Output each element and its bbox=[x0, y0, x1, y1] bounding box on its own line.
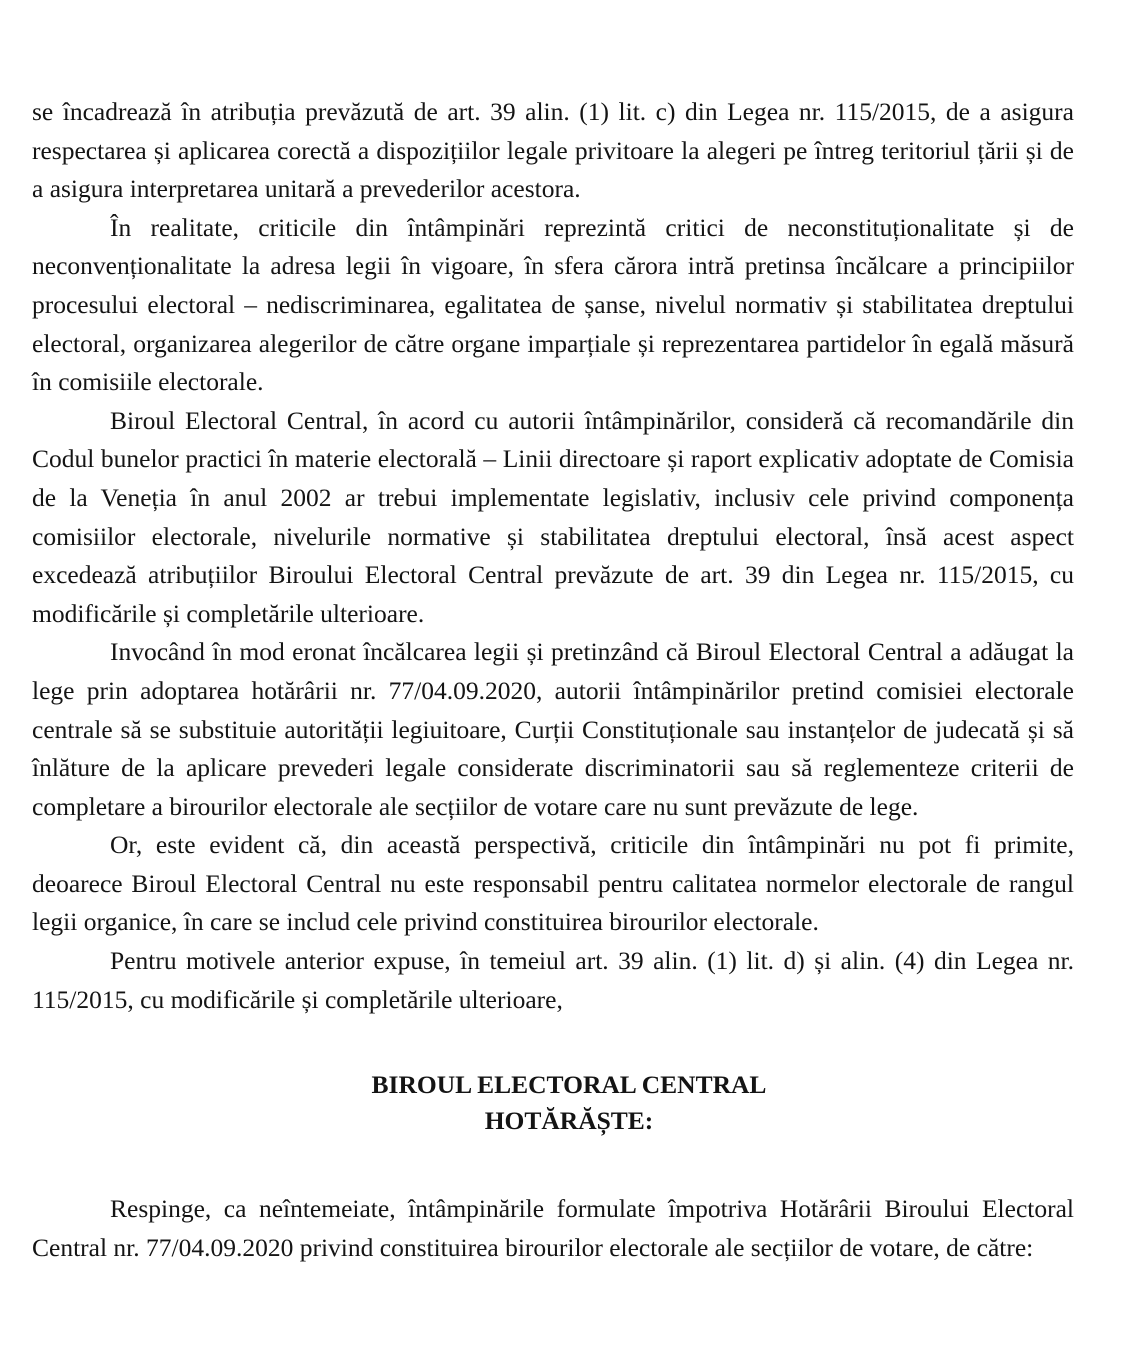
decision-heading bbox=[32, 1067, 1074, 1139]
paragraph-venice-commission: Biroul Electoral Central, în acord cu autorii întâmpinărilor, consideră că recomandările din Codul bunelor practici în materie electorală – Linii directoare și raport explicativ adoptate de Comisia de la Veneția în anul 2002 ar trebui implementate legislativ, inclusiv cele privind componența comisiilor electorale, nivelurile normative și stabilitatea dreptului electoral, însă acest aspect excedează atribuțiilor Biroului Electoral Central prevăzute de art. 39 din Legea nr. 115/2015, cu modificările și completările ulterioare. bbox=[32, 405, 1074, 628]
heading-authority: BIROUL ELECTORAL CENTRAL bbox=[371, 1070, 767, 1100]
paragraph-decision: Respinge, ca neîntemeiate, întâmpinările formulate împotriva Hotărârii Biroului Electoral Central nr. 77/04.09.2020 privind constituirea birourilor electorale ale secțiilor de votare, de către: bbox=[32, 1194, 1074, 1262]
paragraph-continuation: se încadrează în atribuția prevăzută de art. 39 alin. (1) lit. c) din Legea nr. 115/2015, de a asigura respectarea și aplicarea corectă a dispozițiilor legale privitoare la alegeri pe întreg teritoriul țării și de a asigura interpretarea unitară a prevederilor acestora. bbox=[32, 97, 1074, 204]
heading-decides: HOTĂRĂȘTE: bbox=[484, 1106, 654, 1136]
document-page bbox=[32, 93, 1074, 1267]
paragraph-erroneous-invocation: Invocând în mod eronat încălcarea legii și pretinzând că Biroul Electoral Central a adăugat la lege prin adoptarea hotărârii nr. 77/04.09.2020, autorii întâmpinărilor pretind comisiei electorale centrale să se substituie autorității legiuitoare, Curții Constituționale sau instanțelor de judecată și să înlăture de la aplicare prevederi legale considerate discriminatorii sau să reglementeze criterii de completare a birourilor electorale ale secțiilor de votare care nu sunt prevăzute de lege. bbox=[32, 637, 1074, 821]
paragraph-legal-basis: Pentru motivele anterior expuse, în temeiul art. 39 alin. (1) lit. d) și alin. (4) din Legea nr. 115/2015, cu modificările și completările ulterioare, bbox=[32, 946, 1074, 1014]
paragraph-critiques-rejected: Or, este evident că, din această perspectivă, criticile din întâmpinări nu pot fi primite, deoarece Biroul Electoral Central nu este responsabil pentru calitatea normelor electorale de rangul legii organice, în care se includ cele privind constituirea birourilor electorale. bbox=[32, 830, 1074, 937]
paragraph-unconstitutionality-critique: În realitate, criticile din întâmpinări reprezintă critici de neconstituționalitate și de neconvenționalitate la adresa legii în vigoare, în sfera cărora intră pretinsa încălcare a principiilor procesului electoral – nediscriminarea, egalitatea de șanse, nivelul normativ și stabilitatea dreptului electoral, organizarea alegerilor de către organe imparțiale și reprezentarea partidelor în egală măsură în comisiile electorale. bbox=[32, 212, 1074, 397]
